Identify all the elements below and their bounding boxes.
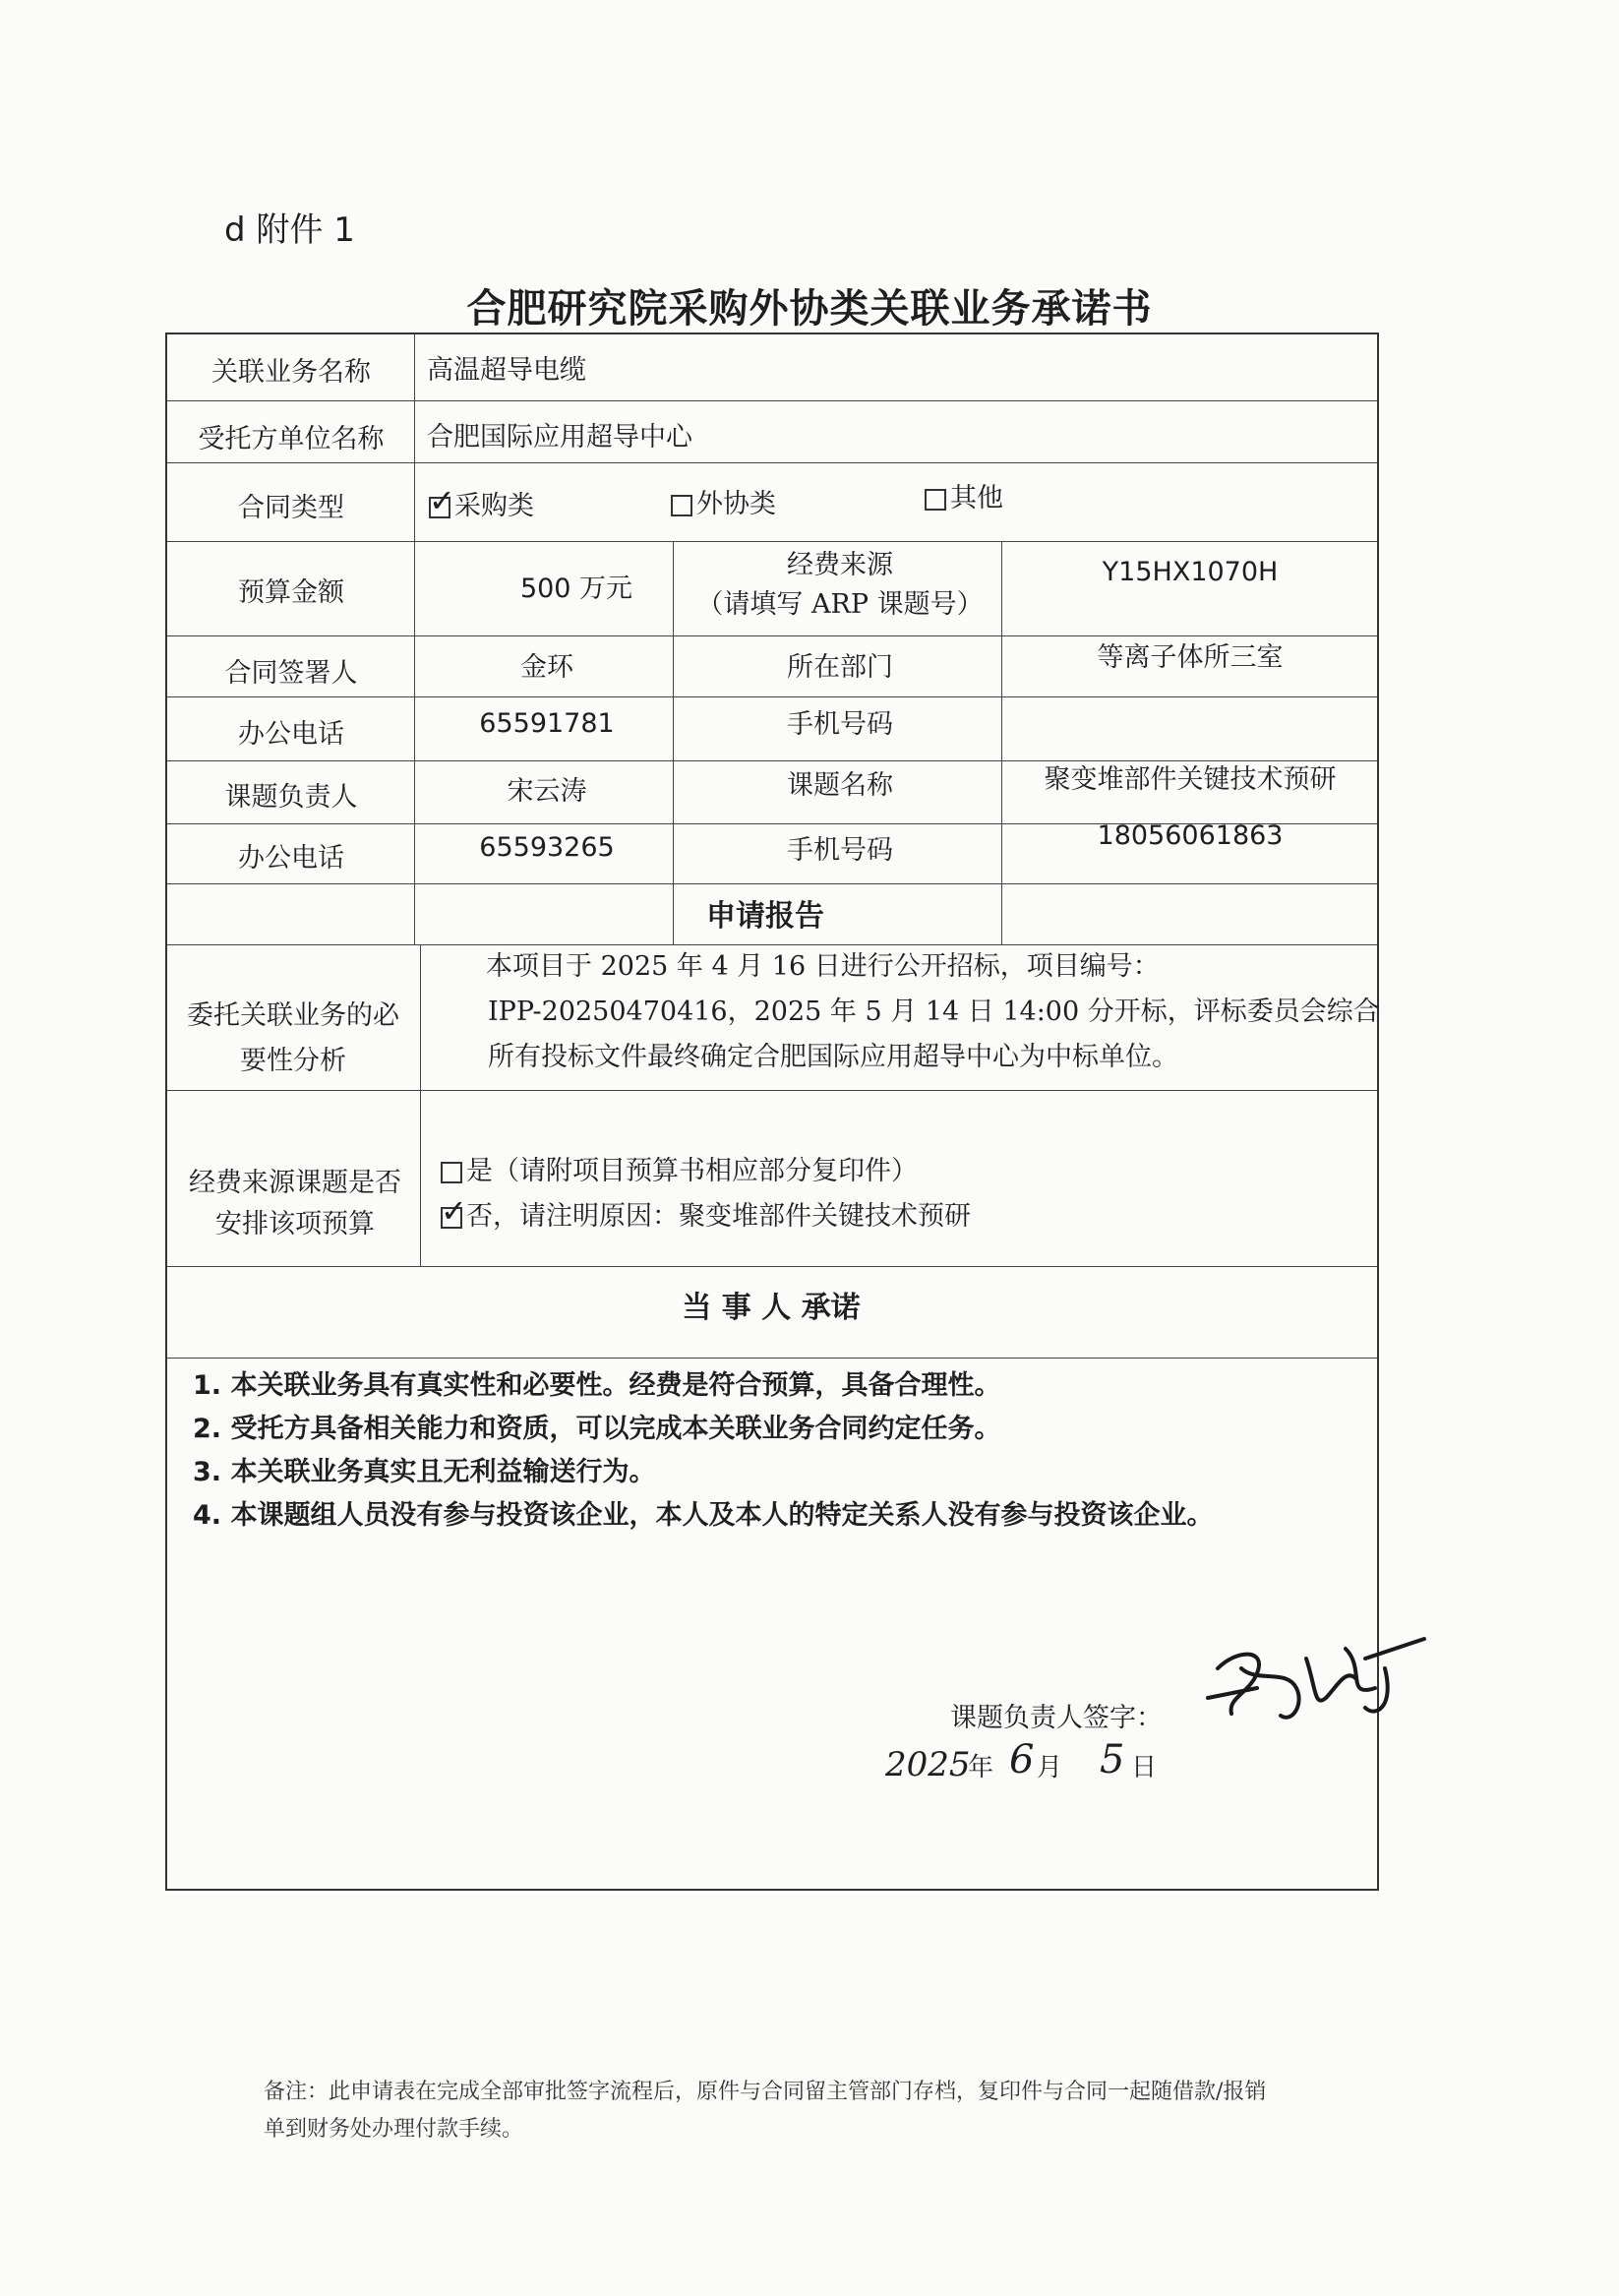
- commitment-item-2: 2. 受托方具备相关能力和资质，可以完成本关联业务合同约定任务。: [193, 1414, 1001, 1444]
- date-month-unit: 月: [1037, 1753, 1063, 1782]
- leader-office-phone-value: 65593265: [479, 832, 615, 863]
- entrusted-unit-label: 受托方单位名称: [198, 424, 385, 454]
- date-month: 6: [1009, 1737, 1035, 1782]
- topic-label: 课题名称: [787, 770, 893, 801]
- application-heading: 申请报告: [706, 899, 824, 934]
- checkbox-funding-yes[interactable]: [441, 1162, 462, 1183]
- topic-value: 聚变堆部件关键技术预研: [1044, 764, 1337, 795]
- necessity-line-2: IPP-20250470416，2025 年 5 月 14 日 14:00 分开标，评标委员会综合: [488, 997, 1380, 1027]
- contract-type-option-other[interactable]: 其他: [925, 476, 1003, 514]
- business-name-label: 关联业务名称: [211, 357, 371, 388]
- commitment-item-1: 1. 本关联业务具有真实性和必要性。经费是符合预算，具备合理性。: [193, 1370, 1001, 1401]
- checkbox-procurement[interactable]: [429, 481, 455, 519]
- budget-value: 500 万元: [519, 574, 633, 604]
- fund-source-value: Y15HX1070H: [1102, 557, 1279, 587]
- commitment-item-4: 4. 本课题组人员没有参与投资该企业，本人及本人的特定关系人没有参与投资该企业。: [193, 1500, 1214, 1531]
- funding-label-line1: 经费来源课题是否: [189, 1168, 401, 1198]
- date-year: 2025: [885, 1745, 971, 1784]
- leader-label: 课题负责人: [224, 782, 358, 813]
- checkbox-other[interactable]: [925, 489, 946, 511]
- fund-source-label: 经费来源: [787, 550, 893, 580]
- date-year-unit: 年: [968, 1753, 994, 1782]
- department-label: 所在部门: [787, 652, 893, 683]
- signer-label: 合同签署人: [224, 658, 358, 689]
- leader-mobile-label: 手机号码: [787, 835, 893, 866]
- commitment-heading: 当 事 人 承诺: [682, 1291, 861, 1325]
- leader-value: 宋云涛: [507, 776, 587, 807]
- date-day: 5: [1100, 1737, 1125, 1782]
- funding-label-line2: 安排该项预算: [215, 1209, 375, 1239]
- commitment-form: [165, 332, 1379, 1891]
- footnote-line-1: 备注：此申请表在完成全部审批签字流程后，原件与合同留主管部门存档，复印件与合同一起随借款/报销: [264, 2080, 1267, 2104]
- department-value: 等离子体所三室: [1097, 642, 1284, 673]
- budget-label: 预算金额: [238, 577, 344, 608]
- fund-source-hint: （请填写 ARP 课题号）: [696, 589, 984, 620]
- checkmark-icon: ✓: [441, 1191, 467, 1230]
- contract-type-option-outsourcing[interactable]: 外协类: [671, 482, 776, 520]
- signer-office-phone-label: 办公电话: [238, 719, 344, 750]
- leader-office-phone-label: 办公电话: [238, 843, 344, 874]
- checkbox-outsourcing[interactable]: [671, 495, 692, 516]
- necessity-line-1: 本项目于 2025 年 4 月 16 日进行公开招标，项目编号：: [486, 951, 1160, 982]
- funding-option-yes[interactable]: 是（请附项目预算书相应部分复印件）: [441, 1149, 918, 1187]
- business-name-value: 高温超导电缆: [427, 355, 586, 386]
- footnote: [264, 2074, 1266, 2148]
- necessity-line-3: 所有投标文件最终确定合肥国际应用超导中心为中标单位。: [488, 1042, 1178, 1072]
- signature-label: 课题负责人签字：: [950, 1703, 1163, 1733]
- page-title: 合肥研究院采购外协类关联业务承诺书: [466, 286, 1153, 332]
- checkbox-funding-no[interactable]: [441, 1191, 467, 1230]
- signature: [1198, 1629, 1454, 1737]
- signer-mobile-label: 手机号码: [787, 709, 893, 740]
- footnote-line-2: 单到财务处办理付款手续。: [264, 2117, 524, 2142]
- signer-value: 金环: [520, 652, 573, 683]
- checkmark-icon: ✓: [429, 481, 455, 519]
- entrusted-unit-value: 合肥国际应用超导中心: [427, 422, 692, 453]
- necessity-label-line1: 委托关联业务的必: [187, 1000, 399, 1031]
- leader-mobile-value: 18056061863: [1097, 820, 1284, 851]
- date-day-unit: 日: [1131, 1753, 1158, 1782]
- attachment-label: d 附件 1: [224, 211, 355, 250]
- contract-type-option-procurement[interactable]: ✓ 采购类: [429, 481, 534, 521]
- funding-option-no[interactable]: ✓ 否，请注明原因：聚变堆部件关键技术预研: [441, 1191, 971, 1232]
- signer-office-phone-value: 65591781: [479, 708, 615, 739]
- commitment-item-3: 3. 本关联业务真实且无利益输送行为。: [193, 1457, 656, 1487]
- necessity-label-line2: 要性分析: [240, 1046, 346, 1076]
- contract-type-label: 合同类型: [238, 493, 344, 523]
